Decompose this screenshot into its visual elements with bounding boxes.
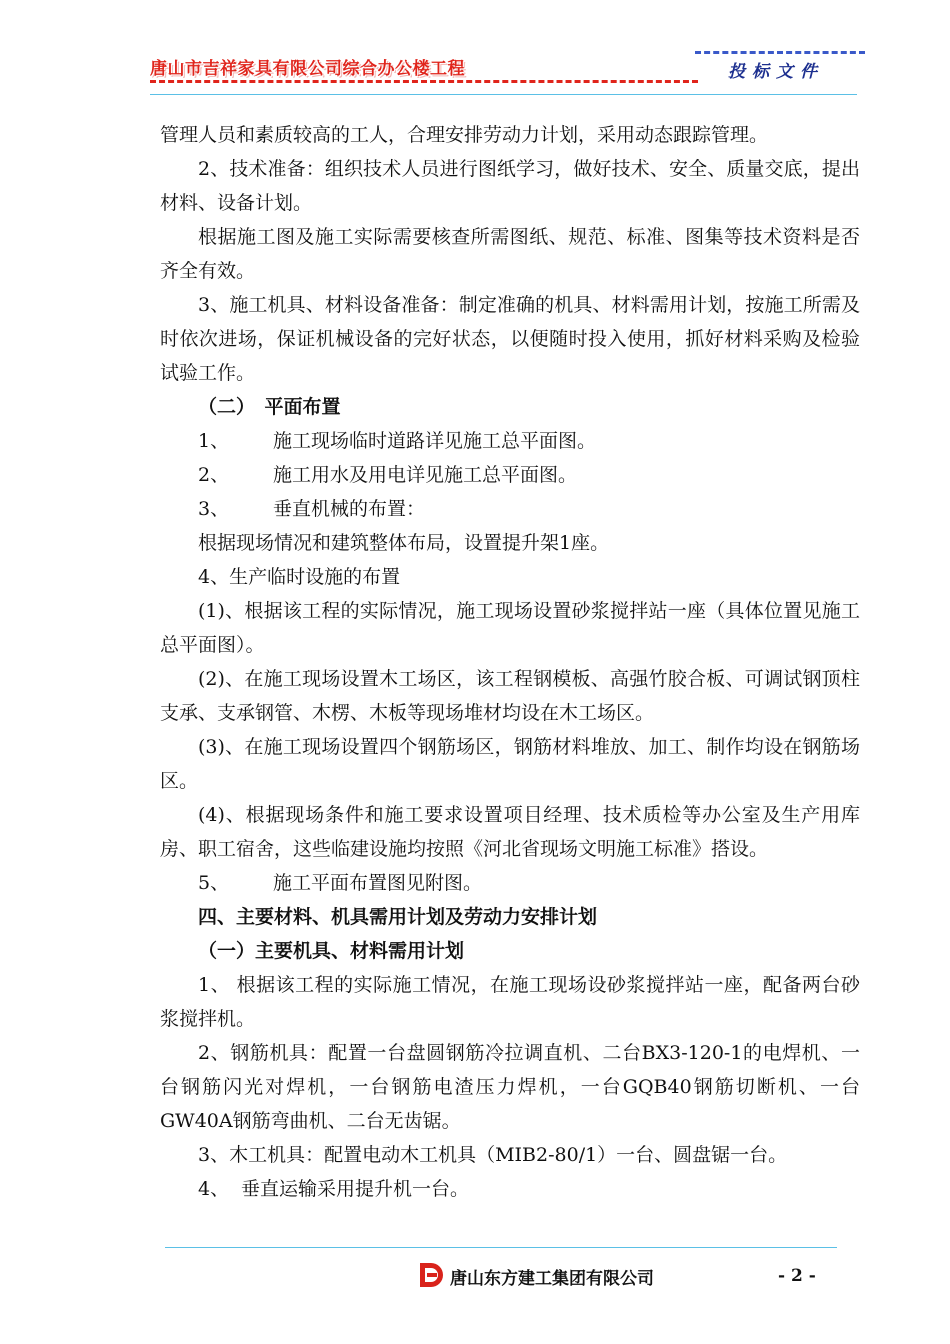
item-number: 1、 [198,430,230,452]
paragraph: (1)、根据该工程的实际情况，施工现场设置砂浆搅拌站一座（具体位置见施工总平面图）。 [160,600,860,656]
paragraph: (2)、在施工现场设置木工场区，该工程钢模板、高强竹胶合板、可调试钢顶柱支承、支承钢管、木楞、木板等现场堆材均设在木工场区。 [160,668,860,724]
header-red-dash-line [150,80,698,83]
item-number: 5、 [198,872,230,894]
section-heading-materials: 四、主要材料、机具需用计划及劳动力安排计划 [198,906,598,928]
subsection-heading-machinery: （一）主要机具、材料需用计划 [198,940,465,962]
item-text: 施工现场临时道路详见施工总平面图。 [273,430,597,452]
item-text: 垂直机械的布置： [273,498,426,520]
paragraph: 2、技术准备：组织技术人员进行图纸学习，做好技术、安全、质量交底，提出材料、设备计划。 [160,158,860,214]
footer-rule [165,1247,837,1248]
paragraph: 管理人员和素质较高的工人，合理安排劳动力计划，采用动态跟踪管理。 [160,124,769,146]
paragraph: (4)、根据现场条件和施工要求设置项目经理、技术质检等办公室及生产用库房、职工宿舍，这些临建设施均按照《河北省现场文明施工标准》搭设。 [160,804,860,860]
header-blue-dash-line [695,51,865,54]
footer-company-name: 唐山东方建工集团有限公司 [450,1269,654,1289]
paragraph: 2、钢筋机具：配置一台盘圆钢筋冷拉调直机、二台BX3-120-1的电焊机、一台钢筋闪光对焊机，一台钢筋电渣压力焊机，一台GQB40钢筋切断机、一台GW40A钢筋弯曲机、二台无齿锯。 [160,1042,860,1132]
company-logo-icon [418,1262,444,1288]
numbered-item [160,866,860,900]
document-body [160,118,860,1206]
item-text: 垂直运输采用提升机一台。 [241,1178,470,1200]
item-number: 4、 [198,1178,230,1200]
item-text: 施工用水及用电详见施工总平面图。 [273,464,578,486]
paragraph: 根据施工图及施工实际需要核查所需图纸、规范、标准、图集等技术资料是否齐全有效。 [160,226,860,282]
numbered-item [160,458,860,492]
item-number: 2、 [198,464,230,486]
numbered-item [160,1172,860,1206]
numbered-item [160,424,860,458]
paragraph: 3、木工机具：配置电动木工机具（MIB2-80/1）一台、圆盘锯一台。 [198,1144,788,1166]
header-doc-type: 投标文件 [728,62,824,82]
item-number: 3、 [198,498,230,520]
paragraph: (3)、在施工现场设置四个钢筋场区，钢筋材料堆放、加工、制作均设在钢筋场区。 [160,736,860,792]
paragraph: 4、生产临时设施的布置 [198,566,401,588]
section-heading-layout: （二） 平面布置 [198,396,341,418]
paragraph: 3、施工机具、材料设备准备：制定准确的机具、材料需用计划，按施工所需及时依次进场，保证机械设备的完好状态，以便随时投入使用，抓好材料采购及检验试验工作。 [160,294,860,384]
header-project-title: 唐山市吉祥家具有限公司综合办公楼工程 [150,59,465,79]
paragraph: 根据现场情况和建筑整体布局，设置提升架1座。 [198,532,610,554]
paragraph: 1、 根据该工程的实际施工情况，在施工现场设砂浆搅拌站一座，配备两台砂浆搅拌机。 [160,974,860,1030]
item-text: 施工平面布置图见附图。 [273,872,483,894]
header-rule [150,94,857,95]
numbered-item [160,492,860,526]
page-number: - 2 - [778,1266,816,1286]
